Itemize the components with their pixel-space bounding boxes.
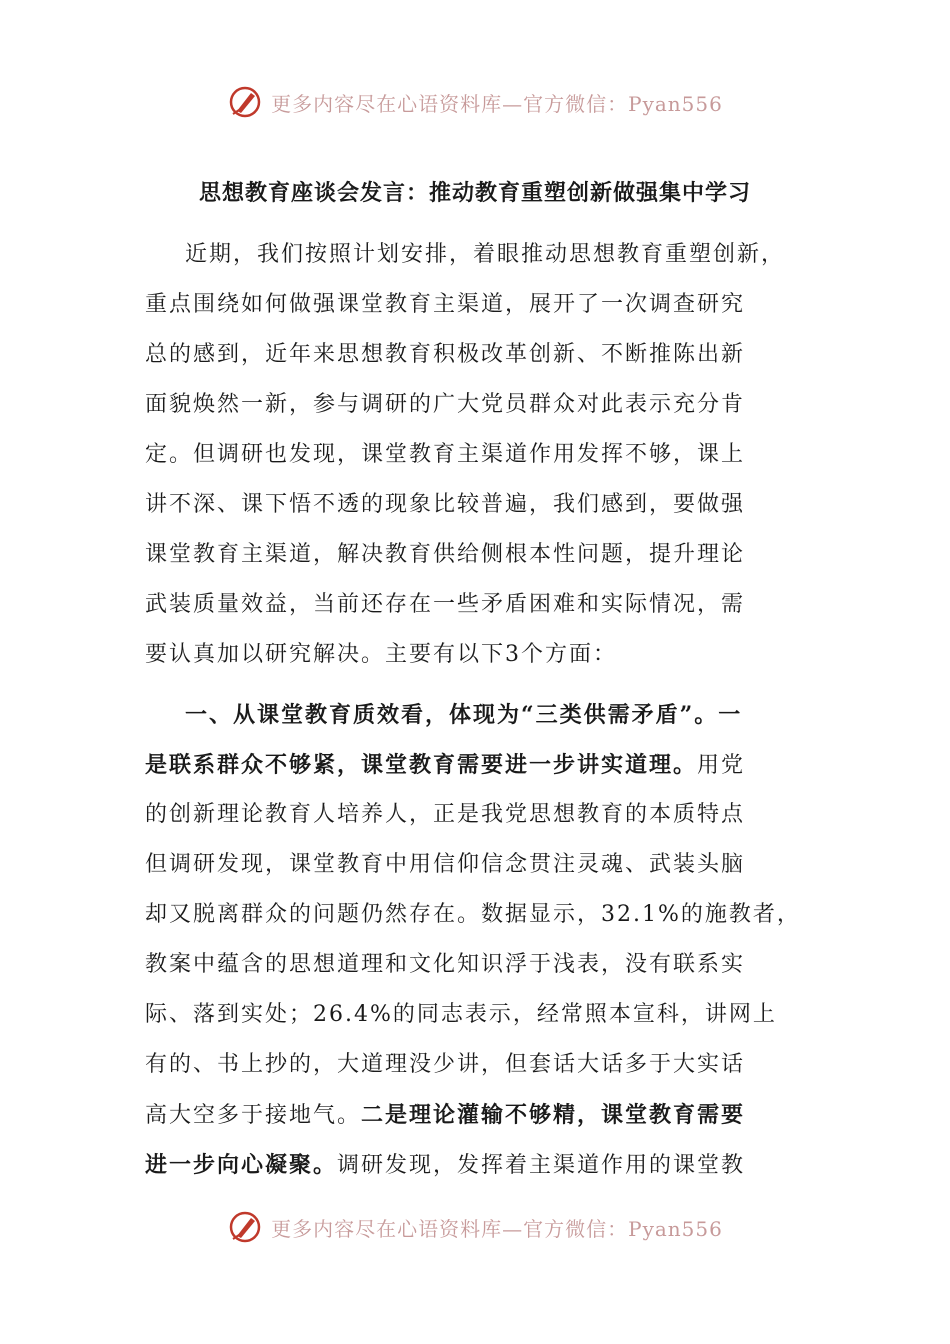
pen-nib-circle-icon [227, 1209, 263, 1245]
text-line: 重点围绕如何做强课堂教育主渠道，展开了一次调查研究 [145, 292, 746, 317]
text-line: 的创新理论教育人培养人，正是我党思想教育的本质特点 [145, 802, 746, 827]
text-line: 却又脱离群众的问题仍然存在。数据显示，32.1%的施教者， [145, 902, 801, 927]
text-line: 讲不深、课下悟不透的现象比较普遍，我们感到，要做强 [145, 492, 746, 517]
document-title: 思想教育座谈会发言：推动教育重塑创新做强集中学习 [198, 180, 751, 206]
text-line [145, 1090, 810, 1140]
text-line [145, 740, 810, 790]
bold-phrase: 是联系群众不够紧，课堂教育需要进一步讲实道理。 [145, 752, 698, 778]
paragraph-intro [145, 230, 810, 680]
text-fragment: 用党 [697, 753, 746, 778]
text-line: 武装质量效益，当前还存在一些矛盾困难和实际情况，需 [145, 592, 746, 617]
bold-phrase: 二是理论灌输不够精，课堂教育需要 [361, 1102, 746, 1128]
text-line: 课堂教育主渠道，解决教育供给侧根本性问题，提升理论 [145, 542, 746, 567]
text-line: 近期，我们按照计划安排，着眼推动思想教育重塑创新， [185, 242, 786, 267]
pen-nib-circle-icon [227, 84, 263, 120]
text-line: 教案中蕴含的思想道理和文化知识浮于浅表，没有联系实 [145, 952, 746, 977]
text-fragment: 高大空多于接地气。 [145, 1103, 362, 1128]
text-line [145, 1140, 810, 1190]
paragraph-section-one [145, 690, 810, 1190]
watermark-text: 更多内容尽在心语资料库—官方微信：Pyan556 [271, 1216, 723, 1241]
watermark-text: 更多内容尽在心语资料库—官方微信：Pyan556 [271, 91, 723, 116]
text-line: 有的、书上抄的，大道理没少讲，但套话大话多于大实话 [145, 1052, 746, 1077]
watermark-banner-top [0, 84, 950, 120]
text-line: 但调研发现，课堂教育中用信仰信念贯注灵魂、武装头脑 [145, 852, 746, 877]
text-line: 际、落到实处；26.4%的同志表示，经常照本宣科，讲网上 [145, 1002, 777, 1027]
bold-phrase: 进一步向心凝聚。 [145, 1152, 338, 1178]
text-line: 要认真加以研究解决。主要有以下3个方面： [145, 642, 617, 667]
text-fragment: 调研发现，发挥着主渠道作用的课堂教 [337, 1153, 746, 1178]
text-line: 面貌焕然一新，参与调研的广大党员群众对此表示充分肯 [145, 392, 746, 417]
text-line: 总的感到，近年来思想教育积极改革创新、不断推陈出新 [145, 342, 746, 367]
watermark-banner-bottom [0, 1209, 950, 1245]
text-line: 定。但调研也发现，课堂教育主渠道作用发挥不够，课上 [145, 442, 746, 467]
section-heading-line: 一、从课堂教育质效看，体现为“三类供需矛盾”。一 [185, 702, 743, 728]
